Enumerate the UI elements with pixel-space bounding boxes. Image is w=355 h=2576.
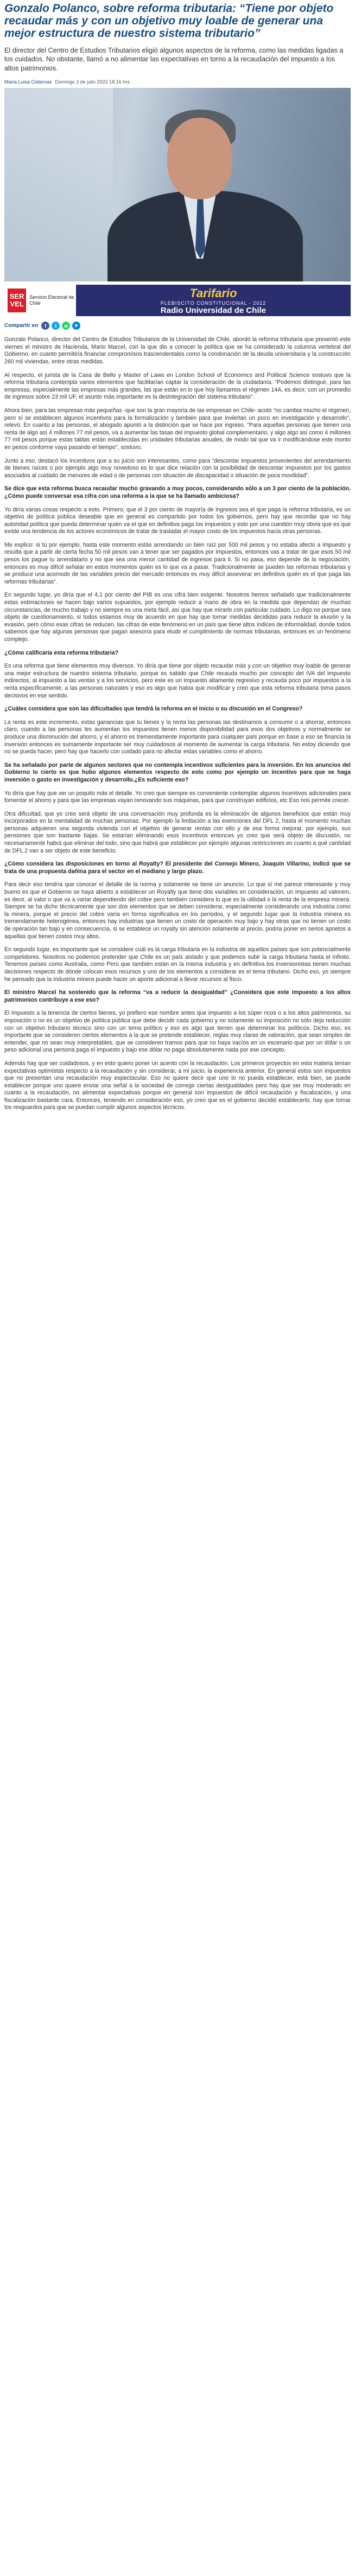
byline [4,79,351,85]
publish-date: Domingo 3 de julio 2022 18:16 hrs. [55,79,131,85]
banner-center [76,285,351,316]
photo-window-background [4,88,113,281]
body-paragraph: Yo diría varias cosas respecto a esto. Primero, que el 3 por ciento de mayoría de ingresos sea el que paga la reforma tributaria, es un objetivo de política pública deseable que en general es compartido por todos los gobiernos, pero hay que recordar que no hay autoridad política que pueda determinar quién va el que en definitiva paga los impuestos y esto por una cuestión muy obvia que es que existe una tendencia de los actores económicos de tratar de trasladar el mayor costo de los impuestos hacia otras personas. [4,506,351,535]
banner-plebiscito: PLEBISCITO CONSTITUCIONAL - 2022 [160,300,267,306]
body-paragraph: Para decir eso tendría que conocer el detalle de la norma y solamente se tiene un anuncio. Lo que sí me parece interesante y muy bueno es que el Gobierno se haya abierto a establecer un Royalty que tiene dos variables en consideración, un impuesto ad valorem, es decir, al valor o que va a variar dependiendo del cobre pero también considera lo que es la utilidad o la renta de la empresa minera. Siempre se ha dicho técnicamente que son dos elementos que se deben considerar, especialmente considerando una industria como la minera, porque el precio del cobre varía en forma significativa en los períodos, y el segundo lugar que la industria minera es tremendamente heterogénea, entonces hay industrias que tienen un costo de operación muy bajo y hay otras que no tienen un costo de operación tan bajo y en consecuencia, si se establece un royalty sin atención solamente al precio, podría poner en serios aprietos a aquellas que tienen costos muy altos. [4,881,351,940]
body-paragraph: Además hay que ser cuidadosos, y en esto quiero poner un acento con la recaudación. Los primeros proyectos en esta materia tenían expectativas optimistas respecto a la recaudación y sin considerar, a mi juicio, la experiencia anterior. En general estos son impuestos que no presentan una recaudación muy espectacular. Eso no quiere decir que uno lo no pueda establecer, está bien, se puede establecer porque uno quiere enviar una señal a la sociedad de corregir ciertas desigualdades pero hay que ser muy moderado en cuanto a la recaudación, no alimentar expectativas porque en general son impuestos de difícil recaudación y fiscalización, y una fiscalización bastante cara. Entonces, teniendo en consideración eso, yo creo que es el gobierno decidió establecerlo, hay que tomar los resguardos para que se puedan cumplir algunos aspectos técnicos. [4,1060,351,1111]
twitter-icon[interactable]: t [52,322,60,330]
author-link[interactable]: María Luisa Cisternas [4,79,52,85]
interview-question: ¿Cómo considera las disposiciones en torno al Royalty? El presidente del Consejo Minero, Joaquín Villarino, indicó que se trata de una propuesta dañina para el sector en el mediano y largo plazo. [4,861,351,875]
photo-head [167,118,232,199]
article-title: Gonzalo Polanco, sobre reforma tributaria: “Tiene por objeto recaudar más y con un objetivo muy loable de generar una mejor estructura de nuestro sistema tributario” [4,2,334,40]
article-page [0,2,355,1112]
interview-question: ¿Cómo calificaría esta reforma tributaria? [4,649,119,656]
body-paragraph: Gonzalo Polanco, director del Centro de Estudios Tributarios de la Universidad de Chile, abordó la reforma tributaria que presentó este viernes el ministro de Hacienda, Mario Marcel, con la que dio a conocer la política que se ha considerado la columna vertebral del Gobierno, en cuanto permitiría financiar compromisos trascendentales como la condonación de la deuda universitaria y la construcción 260 mil viviendas, entre otras medidas. [4,336,351,365]
interview-question: Se ha señalado por parte de algunos sectores que no contempla incentivos suficientes para la inversión. En los anuncios del Gobierno lo cierto es que hubo algunos elementos respecto de esto como por ejemplo un incentivo para que se haga inversión o gasto en investigación y desarrollo.¿Es suficiente eso? [4,761,351,783]
servel-banner-ad[interactable] [4,285,351,316]
article-body [4,336,351,1112]
body-paragraph: Ahora bien, para las empresas más pequeñas -que son la gran mayoría de las empresas en Chile- acotó “no cambia mucho el régimen, pero sí se establecen algunos incentivos para la formalización y también para que inviertan un poco en investigación y desarrollo”, relevó. En cuanto a las personas, el abogado apuntó a la distinción que se hace por ingreso. “Para aquellas personas que tienen una renta de algo así 4 millones 77 mil pesos, va a aumentar las tasas del impuesto global complementario, y algo algo así como 4 millones 77 mil pesos porque estas tablas están establecidas en unidades tributarias anuales, de modo tal que va ir modificándose este monto en pesos conforme vaya pasando el tiempo”, sostuvo. [4,407,351,451]
interview-question: El ministro Marcel ha sostenido que la reforma “va a reducir la desigualdad” ¿Considera que este impuesto a los altos patrimonios contribuye a ese eso? [4,989,351,1003]
article-lead: El director del Centro de Estudios Tributarios eligió algunos aspectos de la reforma, como las medidas ligadas a los cuidados. No obstante, llamó a no alimentar las expectativas en torno a la recaudación del impuesto a los altos patrimonios. [4,47,344,72]
interview-question: Se dice que esta reforma busca recaudar mucho gravando a muy pocos, considerando sólo a un 3 por ciento de la población.¿Cómo puede conversar esa cifra con una reforma a la que se ha llamado ambiciosa? [4,485,351,499]
servel-logo: SER VEL [8,289,26,312]
body-paragraph: Junto a eso, destacó los incentivos que a su juicio son interesantes, como para “descontar impuestos provenientes del arrendamiento de bienes raíces o por ejemplo algo muy novedoso es lo que dice relación con la posibilidad de descontar impuestos por los gastos asociados al cuidado de menores de edad o de personas con situación de discapacidad o situación de poca movilidad”. [4,457,351,479]
body-paragraph: En segundo lugar, yo diría que el 4,1 por ciento del PIB es una cifra bien exigente. Nosotros hemos señalado que tradicionalmente estas estimaciones se hacen bajo varios supuestos, por ejemplo reducir a mano de obra en la medida que dependan de muchas circunstancias, de mucho trabajo y no siempre es una meta fácil, así que hay que mirarlo con particular cuidado. Lo digo no porque sea objeto de cuestionamiento, si todos estamos muy de acuerdo en que hay que tomar medidas decididas para reducir la elusión y la evasión, pero cómo esas cifras se reducen, las cifras de este fenómeno en un país que tiene altos índices de informalidad, donde todos sabemos que hay algunas personas que pagan asesoría para eludir el cumplimiento de normas tributarias, entonces es un fenómeno complejo. [4,592,351,643]
telegram-icon[interactable]: ➤ [72,322,80,330]
body-paragraph: Es una reforma que tiene elementos muy diversos. Yo diría que tiene por objeto recaudar más y con un objetivo muy loable de generar una mejor estructura de nuestro sistema tributario, porque es sabido que Chile recauda mucho por concepto del IVA del impuesto indirectos, al impuesto a las ventas y a los servicios, pero este es un impuesto altamente regresivo y recauda poco por impuestos a la renta específicamente, a las personas naturales y eso es algo que había que modificar y creo que esta reforma tributaria toma pasos decisivos en ese sentido. [4,663,351,699]
share-label: Compartir en [4,323,39,329]
servel-block [4,285,76,316]
article-photo [4,88,351,281]
whatsapp-icon[interactable]: w [62,322,70,330]
share-bar [4,322,351,330]
body-paragraph: Otra dificultad, que yo creo será objeto de una conversación muy profunda es la eliminación de algunos beneficios que están muy incorporados en la mentalidad de muchas personas. Por ejemplo la limitación a las exenciones del DFL 2, hasta el momento muchas personas adquieren una segunda vivienda con el objetivo de generar rentas con ello y de esa forma mejorar, por ejemplo, sus pensiones que son bastante bajas. Se estarían eliminando esos incentivos entonces yo creo que será objeto de discusión, no necesariamente habrá que eliminar del todo, sino que habrá que establecer por ejemplo algunas restricciones en cuanto a qué cantidad de DFL 2 van a ser objeto de este beneficio. [4,810,351,854]
banner-radio: Radio Universidad de Chile [160,305,267,315]
body-paragraph: El impuesto a la tenencia de ciertos bienes, yo prefiero ese nombre antes que impuesto a los súper ricos o a los altos patrimonios, su imposición o no es un objetivo de política pública que debe decidir cada gobierno y no solamente su imposición no sólo deja reducción con un objetivo tributario técnico sino con un tema político y eso es algo que tienen que determinar los políticos. Dicho eso, es importante que se consideren ciertos elementos a la que se pretende establecer, reglas muy claras de valoración, que sean simples de entender, que no sean muy interpretables, que se consideren tramos para que no haya vacíos en un escenario que por un dólar o un peso adicional una persona paga el impuesto y bajo ese dólar no paga absolutamente nada por ese concepto. [4,1010,351,1054]
servel-text: Servicio Electoral de Chile [29,294,74,306]
body-paragraph: Me explico: si tú por ejemplo, hasta este momento estás arrendando un bien raíz por 500 mil pesos y no estaba afecto a impuesto y resulta que a partir de cierta fecha 50 mil pesos van a tener que ser pagados por impuestos, entonces vas a tratar de que esos 50 mil pesos los pague tu arrendatario y no que sea una menor cantidad de ingresos para ti. Si no pasa, eso depende de la negociación, entonces es muy difícil señalar en estos momentos quién es lo que va a pasar. Tradicionalmente se pueden las reformas tributarias y se produce una acomodo de las variables precio del mercado entonces es muy difícil asseverar en definitiva quién es el que paga las reformas tributarias”. [4,541,351,585]
banner-tarifario: Tarifario [189,286,237,300]
body-paragraph: En segundo lugar, es importante que se considere cuál es la carga tributaria en la industria de aquellos países que son potencialmente competidores. Nosotros no podemos pretender que Chile es un país aislado y que podemos subir la carga tributaria hasta el infinito. Tenemos países como Australia, como Perú que también están en la misma industria y en definitiva los inversionistas tienen muchas decisiones respecto de dónde colocan esos recursos y uno de los elementos a considerar es el tema tributario. Dicho eso, yo siempre he pensado que la industria minera puede hacer un aporte adicional a llevar recursos al fisco. [4,946,351,983]
body-paragraph: La renta es este incremento, estas ganancias que tu tienes y la renta las personas las destinamos a consumir o a ahorrar, entonces claro, cuando a las personas les aumentan los impuestos tienen menos disponibilidad para esos dos objetivos y normalmente se produce una disminución del ahorro, y el ahorro es tremendamente importante para cualquier país porque en base a eso se financia la inversión entonces es sumamente importante ser muy cuidadosos al momento de aumentar la carga tributaria. No estoy diciendo que no se pueda hacer, pero hay que hacerlo con cuidado para no afectar estas variables como el ahorro. [4,719,351,755]
body-paragraph: Al respecto, el jurista de la Casa de Bello y Master of Laws en London School of Economics and Political Science sostuvo que la reforma tributaria contempla varios elementos que facilitarían captar la consideración de la ciudadanía. “Podemos distinguir, para las empresas, especialmente las empresas más grandes, las que están en lo que hoy llamamos el régimen 14A, es decir, con un promedio de ingresos sobre 23 mil UF, el asunto más importante es la desintegración del sistema tributario”. [4,371,351,401]
body-paragraph: Yo diría que hay que ver un poquito más el detalle. Yo creo que siempre es conveniente contemplar algunos incentivos adicionales para fomentar el ahorro y para que las empresas vayan renovando sus máquinas, para que construyan edificios, etc Eso nos permite crecer. [4,790,351,804]
facebook-icon[interactable]: f [41,322,49,330]
share-icons [41,322,80,330]
interview-question: ¿Cuáles considera que son las dificultades que tendrá la reforma en el inicio o su discusión en el Congreso? [4,706,303,713]
